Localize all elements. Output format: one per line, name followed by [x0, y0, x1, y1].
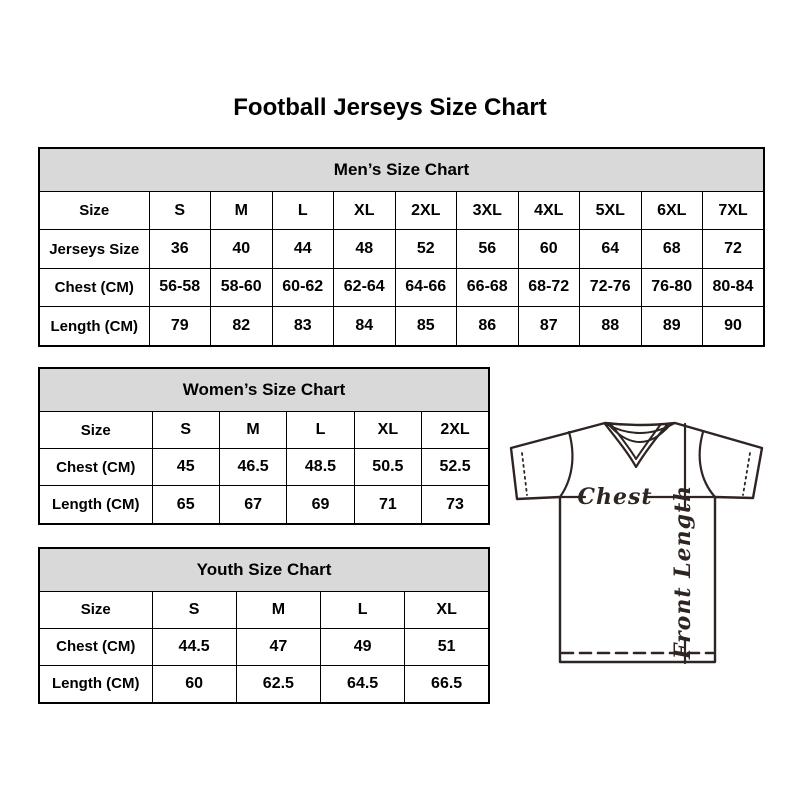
size-value-cell: 85 [395, 307, 457, 346]
row-label: Chest (CM) [39, 628, 152, 665]
size-value-cell: 4XL [518, 192, 580, 230]
size-value-cell: 66-68 [457, 268, 519, 306]
row-label: Chest (CM) [39, 449, 152, 486]
size-value-cell: 89 [641, 307, 703, 346]
size-value-cell: 84 [334, 307, 396, 346]
size-value-cell: L [321, 592, 405, 629]
table-row [39, 628, 489, 665]
size-value-cell: 64-66 [395, 268, 457, 306]
size-value-cell: 60-62 [272, 268, 334, 306]
size-value-cell: 44 [272, 230, 334, 268]
size-value-cell: 82 [211, 307, 273, 346]
size-value-cell: 68-72 [518, 268, 580, 306]
table-header: Youth Size Chart [39, 548, 489, 592]
womens-size-table [38, 367, 490, 525]
row-label: Length (CM) [39, 307, 149, 346]
size-value-cell: 66.5 [405, 665, 489, 703]
size-value-cell: 69 [287, 486, 354, 524]
size-value-cell: 86 [457, 307, 519, 346]
jersey-measurement-diagram [495, 395, 795, 695]
table-header: Men’s Size Chart [39, 148, 764, 192]
size-value-cell: 3XL [457, 192, 519, 230]
table-row [39, 192, 764, 230]
size-value-cell: 49 [321, 628, 405, 665]
size-value-cell: 48 [334, 230, 396, 268]
table-row [39, 449, 489, 486]
size-value-cell: 64 [580, 230, 642, 268]
size-value-cell: 80-84 [703, 268, 765, 306]
size-value-cell: M [236, 592, 320, 629]
size-value-cell: XL [354, 412, 421, 449]
size-value-cell: 48.5 [287, 449, 354, 486]
size-value-cell: 83 [272, 307, 334, 346]
table-row [39, 665, 489, 703]
table-header: Women’s Size Chart [39, 368, 489, 412]
size-value-cell: 56 [457, 230, 519, 268]
row-label: Chest (CM) [39, 268, 149, 306]
size-value-cell: 45 [152, 449, 219, 486]
size-value-cell: 60 [152, 665, 236, 703]
size-value-cell: S [152, 412, 219, 449]
table-row [39, 486, 489, 524]
size-value-cell: 60 [518, 230, 580, 268]
size-value-cell: 56-58 [149, 268, 211, 306]
size-value-cell: 44.5 [152, 628, 236, 665]
row-label: Size [39, 592, 152, 629]
size-value-cell: XL [334, 192, 396, 230]
size-value-cell: 2XL [422, 412, 489, 449]
size-value-cell: 79 [149, 307, 211, 346]
mens-size-table [38, 147, 765, 347]
size-value-cell: 90 [703, 307, 765, 346]
row-label: Size [39, 412, 152, 449]
youth-size-table [38, 547, 490, 704]
size-value-cell: 65 [152, 486, 219, 524]
size-value-cell: 2XL [395, 192, 457, 230]
size-value-cell: 64.5 [321, 665, 405, 703]
size-value-cell: 6XL [641, 192, 703, 230]
table-row [39, 268, 764, 306]
size-value-cell: 76-80 [641, 268, 703, 306]
size-value-cell: S [149, 192, 211, 230]
size-value-cell: 7XL [703, 192, 765, 230]
size-value-cell: 72-76 [580, 268, 642, 306]
size-value-cell: 73 [422, 486, 489, 524]
size-value-cell: 58-60 [211, 268, 273, 306]
size-value-cell: 40 [211, 230, 273, 268]
row-label: Jerseys Size [39, 230, 149, 268]
row-label: Length (CM) [39, 665, 152, 703]
table-row [39, 412, 489, 449]
chest-label: Chest [577, 484, 653, 510]
size-value-cell: 71 [354, 486, 421, 524]
size-value-cell: 36 [149, 230, 211, 268]
table-row [39, 592, 489, 629]
size-value-cell: 47 [236, 628, 320, 665]
page-title: Football Jerseys Size Chart [233, 94, 547, 121]
front-length-label: Front Length [670, 484, 696, 660]
size-value-cell: 72 [703, 230, 765, 268]
size-value-cell: M [211, 192, 273, 230]
size-value-cell: 50.5 [354, 449, 421, 486]
size-value-cell: 46.5 [219, 449, 286, 486]
size-value-cell: XL [405, 592, 489, 629]
table-row [39, 230, 764, 268]
size-value-cell: 68 [641, 230, 703, 268]
size-value-cell: 67 [219, 486, 286, 524]
table-row [39, 307, 764, 346]
size-value-cell: 51 [405, 628, 489, 665]
row-label: Length (CM) [39, 486, 152, 524]
size-value-cell: L [272, 192, 334, 230]
size-value-cell: 52.5 [422, 449, 489, 486]
size-value-cell: L [287, 412, 354, 449]
size-value-cell: M [219, 412, 286, 449]
size-value-cell: 88 [580, 307, 642, 346]
size-value-cell: 62.5 [236, 665, 320, 703]
size-value-cell: 62-64 [334, 268, 396, 306]
row-label: Size [39, 192, 149, 230]
size-value-cell: 87 [518, 307, 580, 346]
size-value-cell: 52 [395, 230, 457, 268]
size-value-cell: S [152, 592, 236, 629]
size-value-cell: 5XL [580, 192, 642, 230]
